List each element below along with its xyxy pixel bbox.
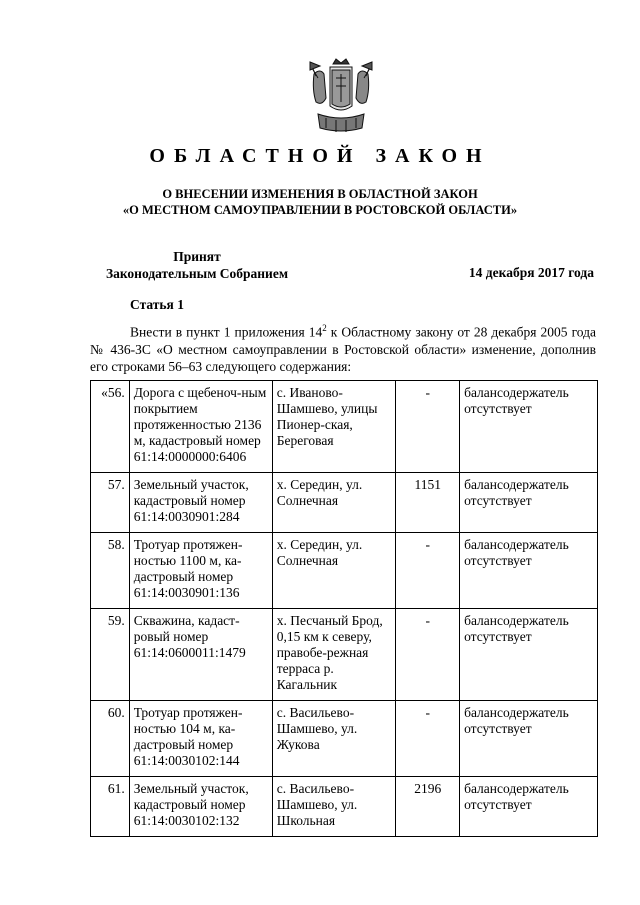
- object-area: -: [396, 609, 460, 701]
- object-address: х. Середин, ул. Солнечная: [272, 533, 396, 609]
- object-area: -: [396, 381, 460, 473]
- object-description: Земельный участок, кадастровый номер 61:14:0030102:132: [129, 777, 272, 837]
- table-row: [91, 533, 598, 609]
- object-description: Тротуар протяжен-ностью 1100 м, ка-дастровый номер 61:14:0030901:136: [129, 533, 272, 609]
- object-description: Земельный участок, кадастровый номер 61:14:0030901:284: [129, 473, 272, 533]
- object-address: с. Васильево-Шамшево, ул. Школьная: [272, 777, 396, 837]
- balance-holder: балансодержатель отсутствует: [460, 473, 598, 533]
- balance-holder: балансодержатель отсутствует: [460, 381, 598, 473]
- object-area: -: [396, 701, 460, 777]
- object-area: 1151: [396, 473, 460, 533]
- object-address: с. Васильево-Шамшево, ул. Жукова: [272, 701, 396, 777]
- table-row: [91, 609, 598, 701]
- article-text: [90, 320, 596, 375]
- object-area: 2196: [396, 777, 460, 837]
- article-text-part-2: к Областному закону от 28 декабря 2005 года № 436-ЗС «О местном самоуправлении в Ростовской области» изменение, дополнив его строками 56–63 следующего содержания:: [90, 324, 596, 374]
- article-text-part-1: Внести в пункт 1 приложения 14: [130, 324, 323, 340]
- table-row: [91, 473, 598, 533]
- law-title: ОБЛАСТНОЙ ЗАКОН: [149, 145, 491, 167]
- table-row: [91, 701, 598, 777]
- adoption-date: 14 декабря 2017 года: [468, 265, 594, 280]
- object-description: Тротуар протяжен-ностью 104 м, ка-дастровый номер 61:14:0030102:144: [129, 701, 272, 777]
- article-heading: Статья 1: [130, 297, 184, 312]
- row-number: 60.: [91, 701, 130, 777]
- row-number: 58.: [91, 533, 130, 609]
- balance-holder: балансодержатель отсутствует: [460, 533, 598, 609]
- balance-holder: балансодержатель отсутствует: [460, 777, 598, 837]
- object-address: с. Иваново-Шамшево, улицы Пионер-ская, Береговая: [272, 381, 396, 473]
- adoption-block: [92, 248, 302, 282]
- row-number: «56.: [91, 381, 130, 473]
- object-area: -: [396, 533, 460, 609]
- balance-holder: балансодержатель отсутствует: [460, 701, 598, 777]
- object-address: х. Середин, ул. Солнечная: [272, 473, 396, 533]
- balance-holder: балансодержатель отсутствует: [460, 609, 598, 701]
- table-row: [91, 381, 598, 473]
- subtitle-line-1: О ВНЕСЕНИИ ИЗМЕНЕНИЯ В ОБЛАСТНОЙ ЗАКОН: [162, 187, 478, 201]
- law-subtitle: [0, 186, 640, 218]
- object-address: х. Песчаный Брод, 0,15 км к северу, правобе-режная терраса р. Кагальник: [272, 609, 396, 701]
- adopted-by: Законодательным Собранием: [105, 266, 289, 281]
- object-description: Скважина, кадаст-ровый номер 61:14:0600011:1479: [129, 609, 272, 701]
- objects-table: [90, 380, 598, 837]
- adopted-label: Принят: [173, 249, 221, 264]
- row-number: 61.: [91, 777, 130, 837]
- table-row: [91, 777, 598, 837]
- subtitle-line-2: «О МЕСТНОМ САМОУПРАВЛЕНИИ В РОСТОВСКОЙ ОБЛАСТИ»: [122, 203, 518, 217]
- article-text-superscript: 2: [322, 323, 327, 333]
- row-number: 59.: [91, 609, 130, 701]
- coat-of-arms-emblem: [306, 58, 376, 138]
- row-number: 57.: [91, 473, 130, 533]
- object-description: Дорога с щебеноч-ным покрытием протяженностью 2136 м, кадастровый номер 61:14:0000000:6406: [129, 381, 272, 473]
